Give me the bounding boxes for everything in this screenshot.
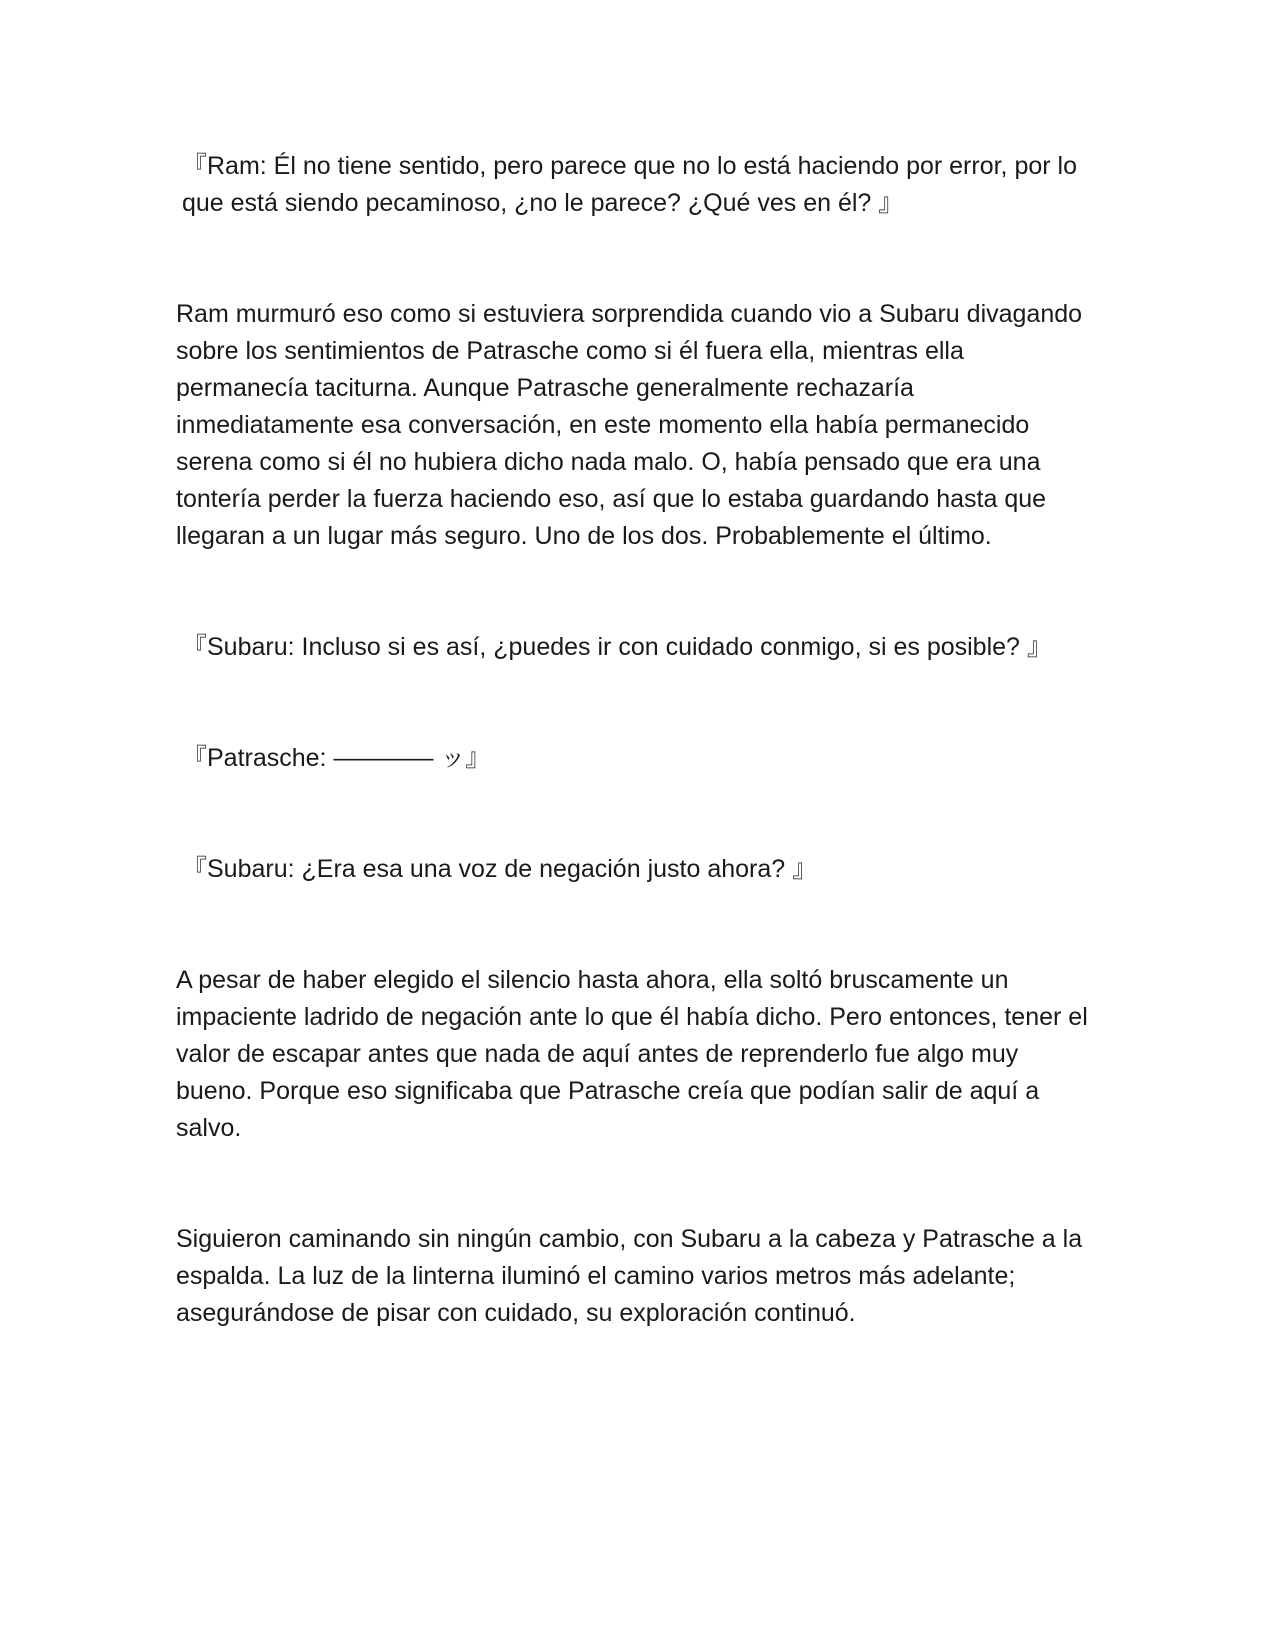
paragraph-silence: A pesar de haber elegido el silencio hasta ahora, ella soltó bruscamente un impaciente ladrido de negación ante lo que él había dicho. Pero entonces, tener el valor de escapar antes que nada de aquí antes de reprenderlo fue algo muy bueno. Porque eso significaba que Patrasche creía que podían salir de aquí a salvo. xyxy=(176,966,1088,1142)
paragraph-spacer xyxy=(176,555,1096,629)
paragraph-walking: Siguieron caminando sin ningún cambio, con Subaru a la cabeza y Patrasche a la espalda. La luz de la linterna iluminó el camino varios metros más adelante; asegurándose de pisar con cuidado, su exploración continuó. xyxy=(176,1225,1083,1327)
paragraph-spacer xyxy=(176,222,1096,296)
paragraph-spacer xyxy=(176,888,1096,962)
paragraph-spacer xyxy=(176,666,1096,740)
document-body xyxy=(176,148,1096,1332)
paragraph-spacer xyxy=(176,777,1096,851)
dialogue-ram: 『Ram: Él no tiene sentido, pero parece que no lo está haciendo por error, por lo que está siendo pecaminoso, ¿no le parece? ¿Qué ves en él? 』 xyxy=(182,152,1084,217)
paragraph-ram-murmur: Ram murmuró eso como si estuviera sorprendida cuando vio a Subaru divagando sobre los sentimientos de Patrasche como si él fuera ella, mientras ella permanecía taciturna. Aunque Patrasche generalmente rechazaría inmediatamente esa conversación, en este momento ella había permanecido serena como si él no hubiera dicho nada malo. O, había pensado que era una tontería perder la fuerza haciendo eso, así que lo estaba guardando hasta que llegaran a un lugar más seguro. Uno de los dos. Probablemente el último. xyxy=(176,300,1083,550)
dialogue-subaru-careful: 『Subaru: Incluso si es así, ¿puedes ir con cuidado conmigo, si es posible? 』 xyxy=(182,633,1052,661)
dialogue-subaru-denial: 『Subaru: ¿Era esa una voz de negación justo ahora? 』 xyxy=(182,855,818,883)
paragraph-spacer xyxy=(176,1147,1096,1221)
dialogue-patrasche: 『Patrasche: ———— ッ』 xyxy=(182,744,491,772)
